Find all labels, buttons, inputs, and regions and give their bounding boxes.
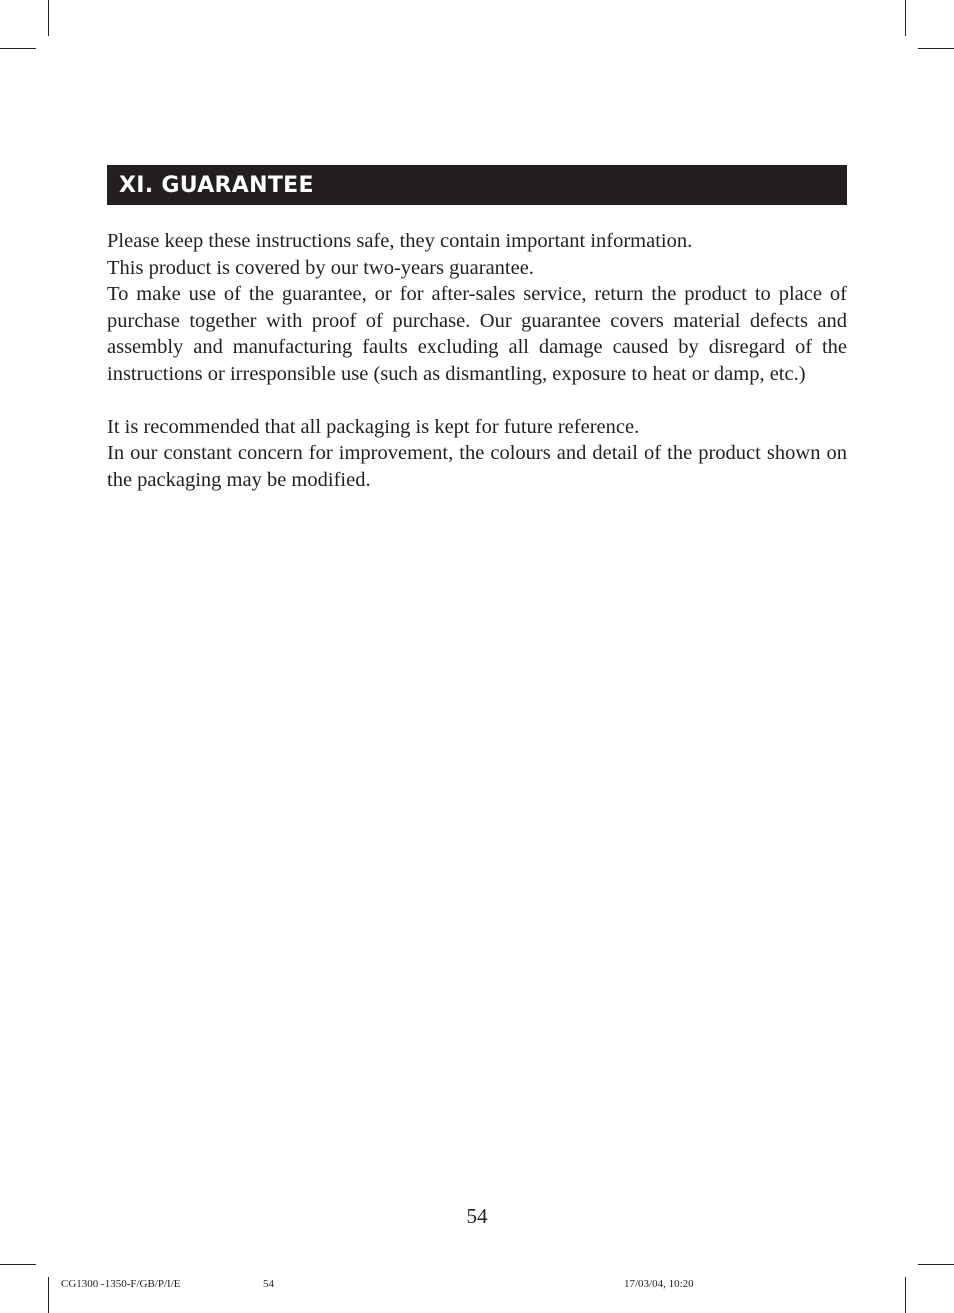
paragraph-keep-instructions: Please keep these instructions safe, they contain important information. [107,230,693,252]
crop-mark-top-left-horizontal [0,48,36,49]
section-header [107,165,847,205]
crop-mark-top-left-vertical [48,0,49,36]
footer-page: 54 [263,1278,274,1290]
crop-mark-top-right-vertical [905,0,906,36]
crop-mark-bottom-left-horizontal [0,1264,36,1265]
paragraph-after-sales: To make use of the guarantee, or for after-sales service, return the product to place of purchase together with proof of purchase. Our guarantee covers material defects and assembly and manufacturing faults excluding all damage caused by disregard of the instructions or irresponsible use (such as dismantling, exposure to heat or damp, etc.) [107,283,847,385]
section-title: XI. GUARANTEE [119,172,314,198]
guarantee-text [107,228,847,493]
page-number: 54 [466,1204,488,1228]
crop-mark-bottom-right-horizontal [918,1264,954,1265]
paragraph-guarantee-period: This product is covered by our two-years guarantee. [107,256,534,279]
crop-mark-top-right-horizontal [918,48,954,49]
footer-document-code: CG1300 -1350-F/GB/P/I/E [61,1278,181,1290]
paragraph-modifications: In our constant concern for improvement, the colours and detail of the product shown on the packaging may be modified. [107,442,847,491]
footer-datetime: 17/03/04, 10:20 [624,1278,694,1290]
crop-mark-bottom-left-vertical [48,1277,49,1313]
paragraph-packaging: It is recommended that all packaging is kept for future reference. [107,415,640,438]
crop-mark-bottom-right-vertical [905,1277,906,1313]
